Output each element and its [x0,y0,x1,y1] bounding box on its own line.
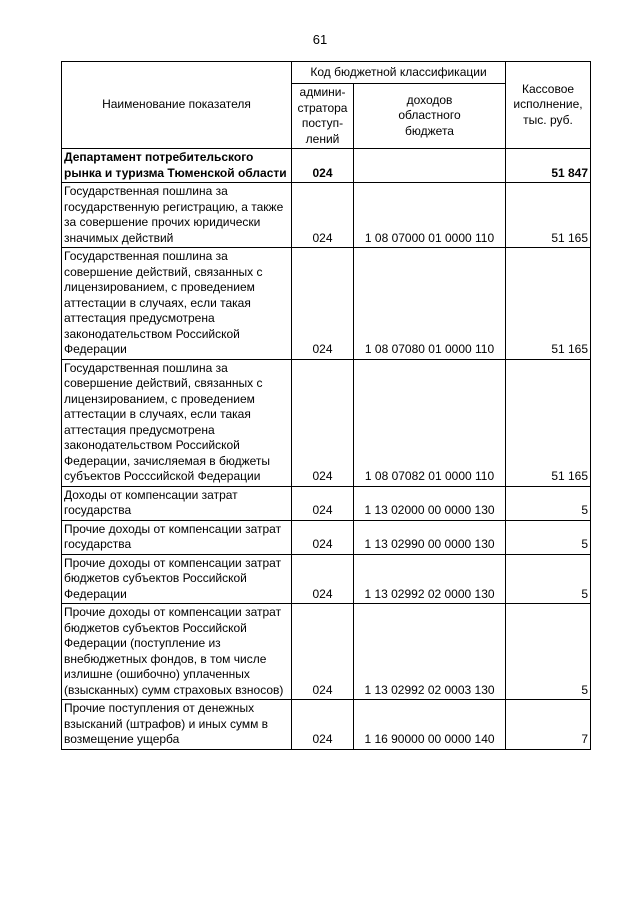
row-revenue-code: 1 13 02992 02 0000 130 [354,554,506,604]
row-amount: 5 [506,520,591,554]
table-row [62,554,591,604]
header-revenue: доходов областного бюджета [354,84,506,149]
row-amount: 5 [506,486,591,520]
row-revenue-code: 1 08 07082 01 0000 110 [354,359,506,486]
row-admin-code: 024 [292,520,354,554]
budget-table [61,61,591,750]
row-name: Прочие доходы от компенсации затрат бюджетов субъектов Российской Федерации (поступление из внебюджетных фондов, в том числе излишне (ошибочно) уплаченных (взысканных) сумм страховых взносов) [62,604,292,700]
page-number: 61 [312,32,328,47]
row-amount: 5 [506,554,591,604]
row-name: Прочие доходы от компенсации затрат государства [62,520,292,554]
row-name: Доходы от компенсации затрат государства [62,486,292,520]
row-admin-code: 024 [292,149,354,183]
row-name: Прочие доходы от компенсации затрат бюджетов субъектов Российской Федерации [62,554,292,604]
row-name: Департамент потребительского рынка и туризма Тюменской области [62,149,292,183]
row-revenue-code: 1 08 07000 01 0000 110 [354,183,506,248]
row-admin-code: 024 [292,554,354,604]
row-admin-code: 024 [292,248,354,360]
row-revenue-code: 1 13 02000 00 0000 130 [354,486,506,520]
table-row [62,183,591,248]
row-admin-code: 024 [292,183,354,248]
table-row [62,149,591,183]
table-row [62,604,591,700]
table-row [62,520,591,554]
row-admin-code: 024 [292,359,354,486]
row-revenue-code [354,149,506,183]
row-name: Государственная пошлина за совершение действий, связанных с лицензированием, с проведением аттестации в случаях, если такая аттестация предусмотрена законодательством Российской Федерации, зачисляемая в бюджеты субъектов Росссийской Федерации [62,359,292,486]
row-revenue-code: 1 08 07080 01 0000 110 [354,248,506,360]
row-amount: 51 165 [506,248,591,360]
row-name: Государственная пошлина за государственную регистрацию, а также за совершение прочих юридически значимых действий [62,183,292,248]
row-admin-code: 024 [292,486,354,520]
header-code-group: Код бюджетной классификации [292,62,506,84]
row-revenue-code: 1 16 90000 00 0000 140 [354,700,506,750]
table-row [62,359,591,486]
row-amount: 5 [506,604,591,700]
row-revenue-code: 1 13 02992 02 0003 130 [354,604,506,700]
row-amount: 51 165 [506,183,591,248]
row-name: Прочие поступления от денежных взысканий (штрафов) и иных сумм в возмещение ущерба [62,700,292,750]
row-revenue-code: 1 13 02990 00 0000 130 [354,520,506,554]
header-admin: админи- стратора поступ- лений [292,84,354,149]
row-amount: 7 [506,700,591,750]
table-row [62,486,591,520]
row-admin-code: 024 [292,604,354,700]
header-amount: Кассовое исполнение, тыс. руб. [506,62,591,149]
header-name: Наименование показателя [62,62,292,149]
row-admin-code: 024 [292,700,354,750]
table-row [62,248,591,360]
row-amount: 51 847 [506,149,591,183]
table-row [62,700,591,750]
row-name: Государственная пошлина за совершение действий, связанных с лицензированием, с проведением аттестации в случаях, если такая аттестация предусмотрена законодательством Российской Федерации [62,248,292,360]
row-amount: 51 165 [506,359,591,486]
